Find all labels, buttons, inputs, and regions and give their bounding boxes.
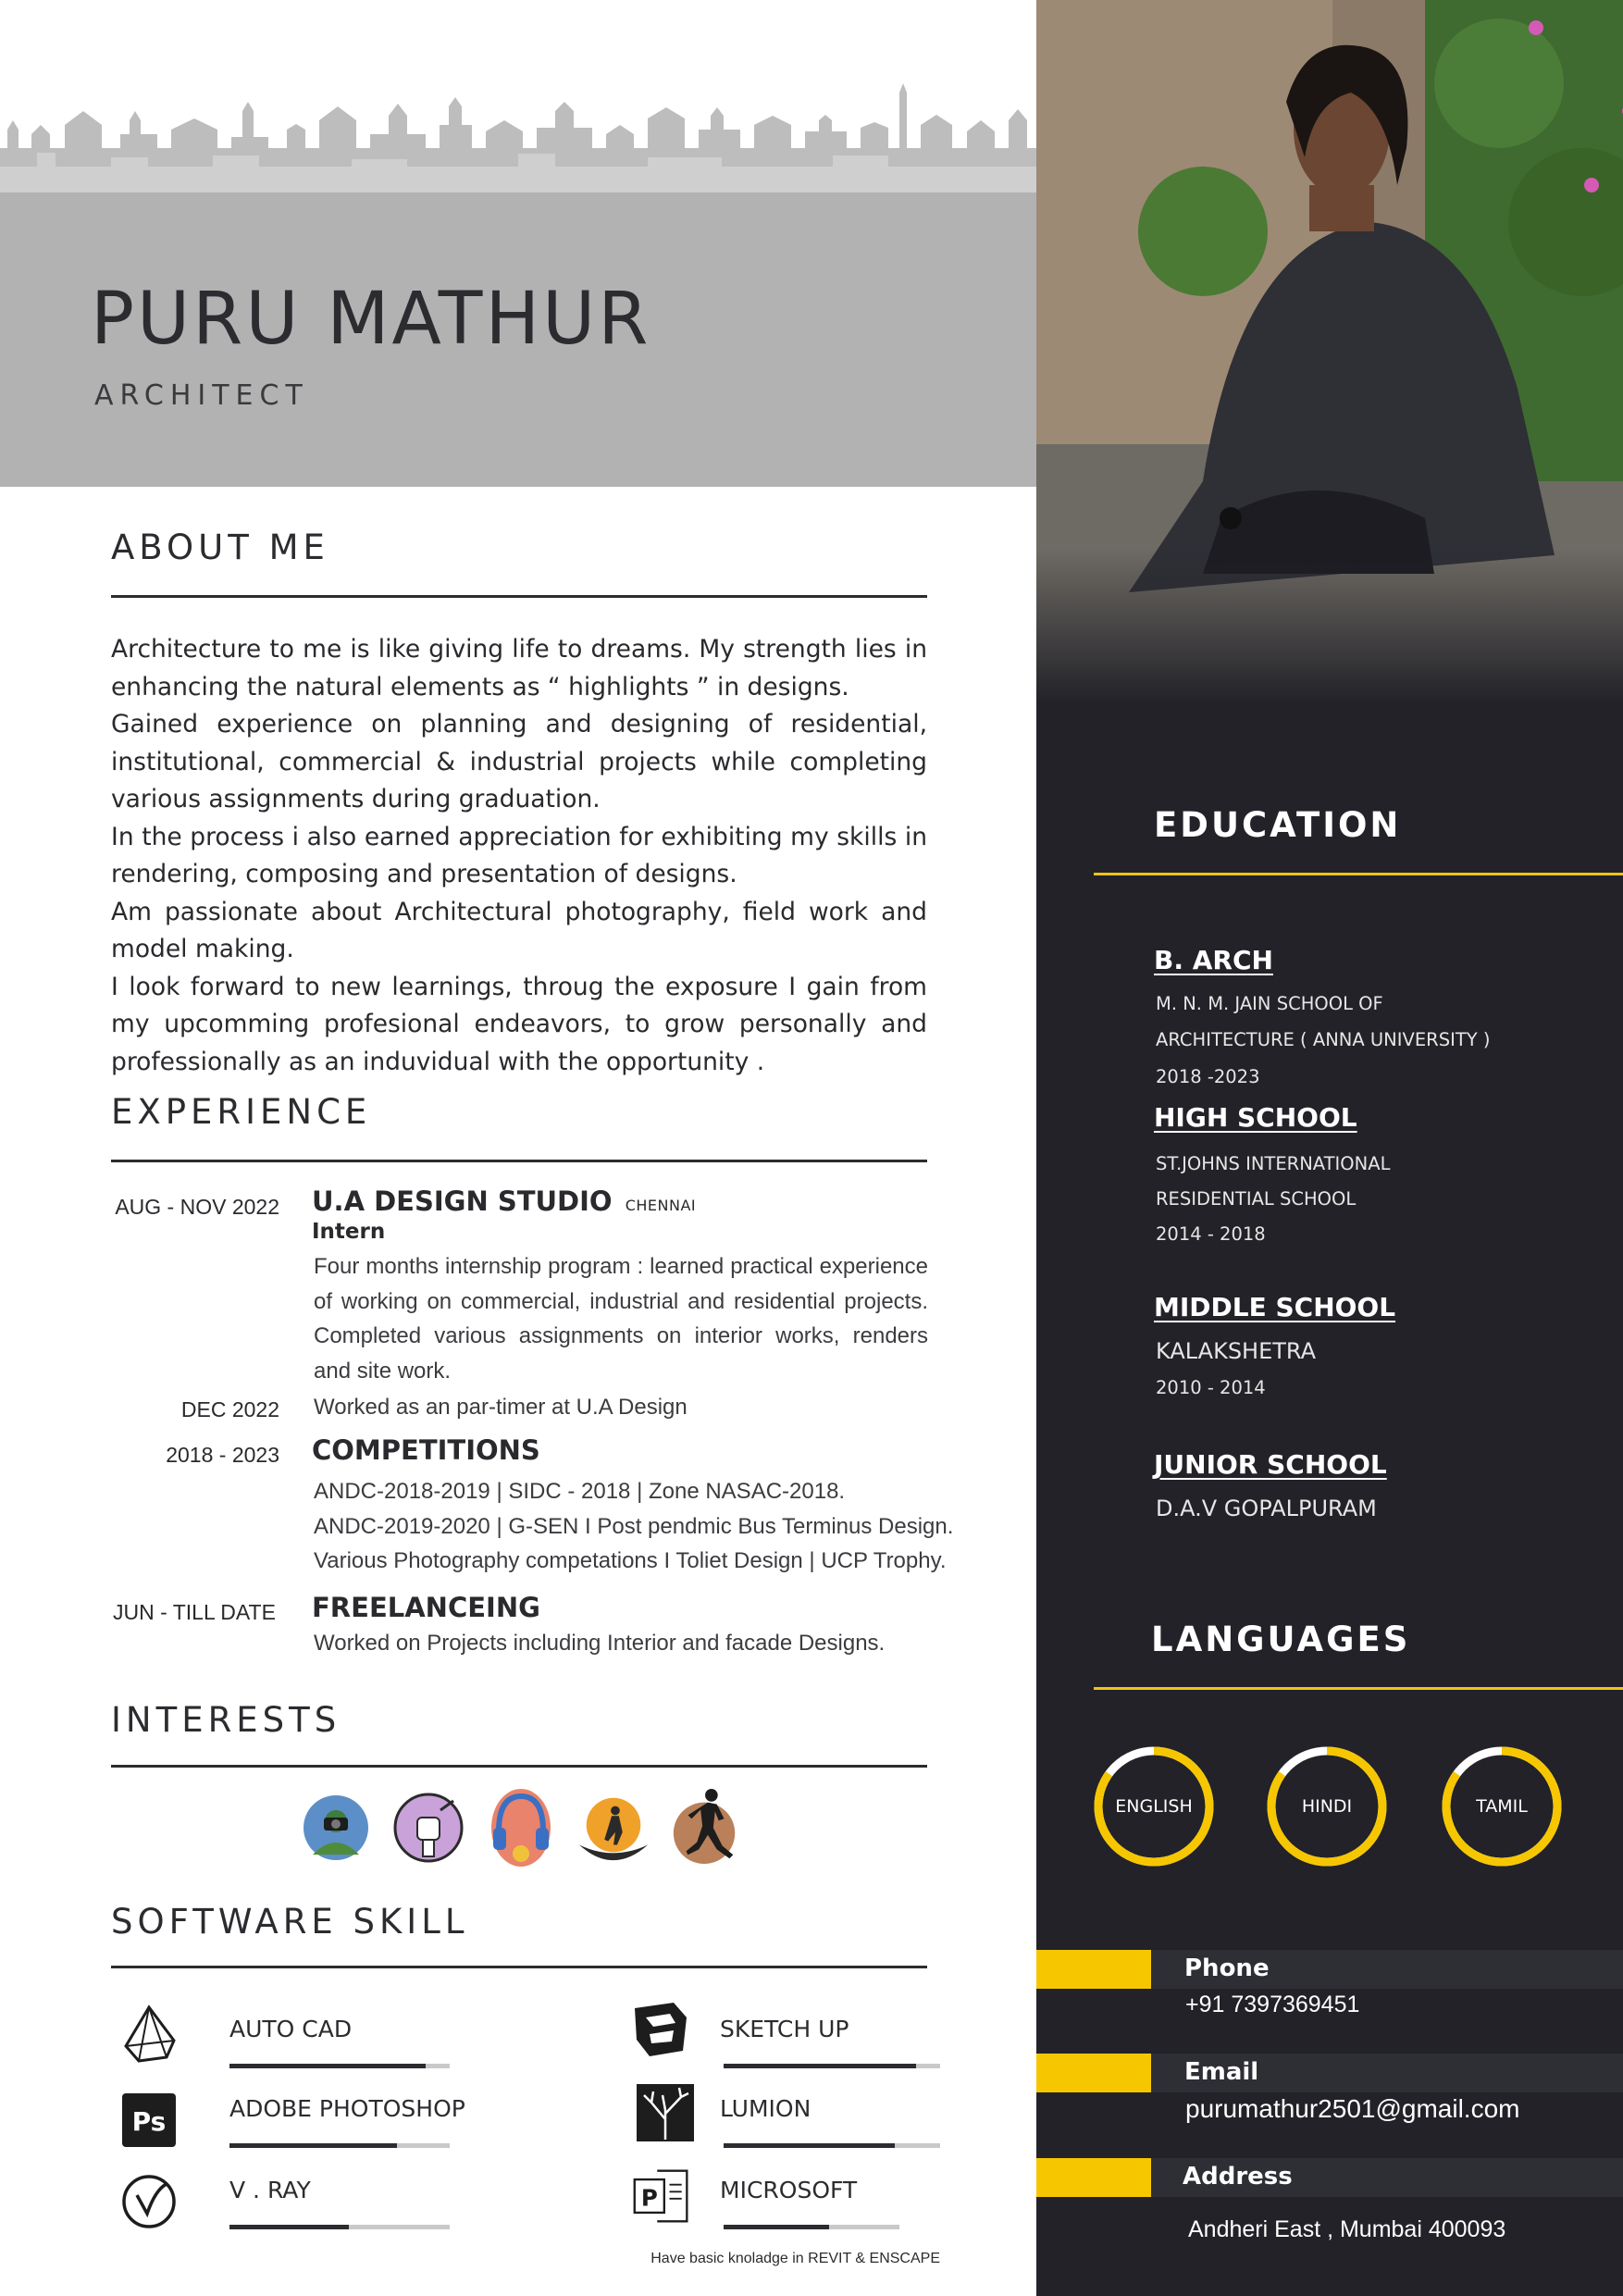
svg-text:P: P [640, 2184, 658, 2212]
software-level-bar [229, 2143, 450, 2148]
competitions-heading: COMPETITIONS [312, 1434, 540, 1466]
candidate-name: PURU MATHUR [91, 278, 651, 361]
language-english [1092, 1744, 1216, 1868]
company-city: CHENNAI [625, 1197, 697, 1214]
freelance-heading: FREELANCEING [312, 1592, 540, 1623]
language-hindi [1265, 1744, 1389, 1868]
software-label: ADOBE PHOTOSHOP [229, 2095, 465, 2122]
software-level-bar [229, 2225, 450, 2229]
experience-date: DEC 2022 [180, 1397, 279, 1421]
email-accent [1036, 2054, 1151, 2092]
profile-photo [1036, 0, 1623, 703]
software-label: SKETCH UP [720, 2016, 849, 2042]
autocad-icon [118, 2004, 180, 2065]
phone-bar [1036, 1950, 1623, 1989]
software-note [650, 2251, 940, 2267]
software-label: V . RAY [229, 2177, 311, 2203]
experience-description: Worked as an par-timer at U.A Design [314, 1395, 688, 1420]
competition-line: ANDC-2019-2020 | G-SEN I Post pendmic Bus Terminus Design. [314, 1514, 954, 1539]
email-label: Email [1184, 2058, 1259, 2086]
experience-title: EXPERIENCE [111, 1092, 372, 1132]
edu-years: 2014 - 2018 [1156, 1223, 1266, 1245]
experience-date: JUN - TILL DATE [113, 1600, 276, 1624]
about-paragraph: I look forward to new learnings, throug the exposure I gain from my upcomming profesional endeavors, to grow personally and professionally as an induvidual with the opportunity . [111, 972, 927, 1076]
phone-accent [1036, 1950, 1151, 1989]
languages-divider [1094, 1687, 1623, 1690]
experience-divider [111, 1160, 927, 1162]
software-level-fill [724, 2064, 916, 2068]
about-paragraph: In the process i also earned appreciation for exhibiting my skills in rendering, composing and presentation of designs. [111, 822, 927, 888]
address-label: Address [1183, 2163, 1293, 2191]
edu-institution: ARCHITECTURE ( ANNA UNIVERSITY ) [1156, 1029, 1491, 1050]
music-icon [483, 1781, 559, 1874]
edu-years: 2010 - 2014 [1156, 1377, 1266, 1398]
software-level-bar [229, 2064, 450, 2068]
experience-position: Intern [312, 1220, 386, 1244]
photography-icon [298, 1781, 374, 1874]
email-bar [1036, 2054, 1623, 2092]
education-title: EDUCATION [1154, 805, 1402, 845]
sidebar [1036, 0, 1623, 2296]
photoshop-icon [118, 2090, 180, 2151]
candidate-role: ARCHITECT [94, 379, 309, 412]
experience-description: Four months internship program : learned practical experience of working on commercial, industrial and residential projects. Completed various assignments on interior works, renders and site work. [314, 1254, 928, 1384]
software-note-text: Have basic knoladge in [650, 2251, 809, 2266]
experience-description: Worked on Projects including Interior and facade Designs. [314, 1631, 886, 1656]
competition-line: ANDC-2018-2019 | SIDC - 2018 | Zone NASAC-2018. [314, 1479, 846, 1504]
software-level-bar [724, 2225, 899, 2229]
hiking-icon [576, 1781, 651, 1874]
software-level-fill [229, 2225, 349, 2229]
language-tamil [1440, 1744, 1564, 1868]
phone-label: Phone [1184, 1955, 1270, 1982]
software-label: LUMION [720, 2095, 812, 2122]
software-divider [111, 1966, 927, 1968]
software-label: AUTO CAD [229, 2016, 353, 2042]
dance-icon [668, 1781, 744, 1874]
language-label: TAMIL [1476, 1796, 1528, 1817]
address-bar [1036, 2158, 1623, 2197]
lumion-icon [635, 2082, 696, 2143]
edu-institution: ST.JOHNS INTERNATIONAL [1156, 1153, 1391, 1174]
about-paragraph: Am passionate about Architectural photography, field work and model making. [111, 897, 927, 963]
edu-years: 2018 -2023 [1156, 1066, 1260, 1087]
interests-divider [111, 1765, 927, 1768]
about-title: ABOUT ME [111, 527, 329, 567]
software-level-bar [724, 2064, 940, 2068]
experience-date: 2018 - 2023 [166, 1443, 279, 1467]
interests-icons [298, 1781, 751, 1879]
address-value: Andheri East , Mumbai 400093 [1188, 2216, 1506, 2242]
experience-company [312, 1185, 696, 1217]
education-divider [1094, 873, 1623, 875]
software-level-fill [724, 2225, 829, 2229]
about-paragraph: Gained experience on planning and designing of residential, institutional, commercial & industrial projects while completing various assignments during graduation. [111, 710, 927, 813]
edu-heading-barch: B. ARCH [1154, 945, 1273, 975]
edu-institution: M. N. M. JAIN SCHOOL OF [1156, 993, 1383, 1014]
microsoft-icon [631, 2166, 692, 2227]
about-paragraph: Architecture to me is like giving life to dreams. My strength lies in enhancing the natural elements as “ highlights ” in designs. [111, 635, 927, 701]
about-divider [111, 595, 927, 598]
competition-line: Various Photography competations I Toliet Design | UCP Trophy. [314, 1548, 947, 1573]
address-accent [1036, 2158, 1151, 2197]
software-label: MICROSOFT [720, 2177, 858, 2203]
software-level-fill [724, 2143, 895, 2148]
about-text [111, 631, 927, 1081]
software-level-bar [724, 2143, 940, 2148]
edu-institution: KALAKSHETRA [1156, 1338, 1317, 1364]
software-title: SOFTWARE SKILL [111, 1902, 469, 1942]
interests-title: INTERESTS [111, 1700, 341, 1740]
edu-heading-junior-school: JUNIOR SCHOOL [1154, 1449, 1387, 1480]
activism-icon [390, 1781, 466, 1874]
company-name: U.A DESIGN STUDIO [312, 1185, 613, 1217]
sketchup-icon [629, 1999, 690, 2060]
edu-institution: D.A.V GOPALPURAM [1156, 1496, 1377, 1521]
svg-text:Ps: Ps [131, 2106, 167, 2137]
language-label: HINDI [1301, 1796, 1353, 1817]
city-skyline-graphic [0, 83, 1036, 194]
phone-value[interactable]: +91 7397369451 [1185, 1992, 1360, 2017]
software-level-fill [229, 2064, 426, 2068]
edu-heading-high-school: HIGH SCHOOL [1154, 1102, 1357, 1133]
edu-heading-middle-school: MIDDLE SCHOOL [1154, 1292, 1396, 1322]
edu-institution: RESIDENTIAL SCHOOL [1156, 1188, 1357, 1210]
experience-date: AUG - NOV 2022 [115, 1195, 279, 1219]
language-label: ENGLISH [1115, 1796, 1193, 1817]
vray-icon [118, 2171, 180, 2232]
software-level-fill [229, 2143, 397, 2148]
software-note-tools: REVIT & ENSCAPE [808, 2251, 940, 2266]
languages-title: LANGUAGES [1151, 1620, 1411, 1659]
email-value[interactable]: purumathur2501@gmail.com [1185, 2094, 1520, 2123]
